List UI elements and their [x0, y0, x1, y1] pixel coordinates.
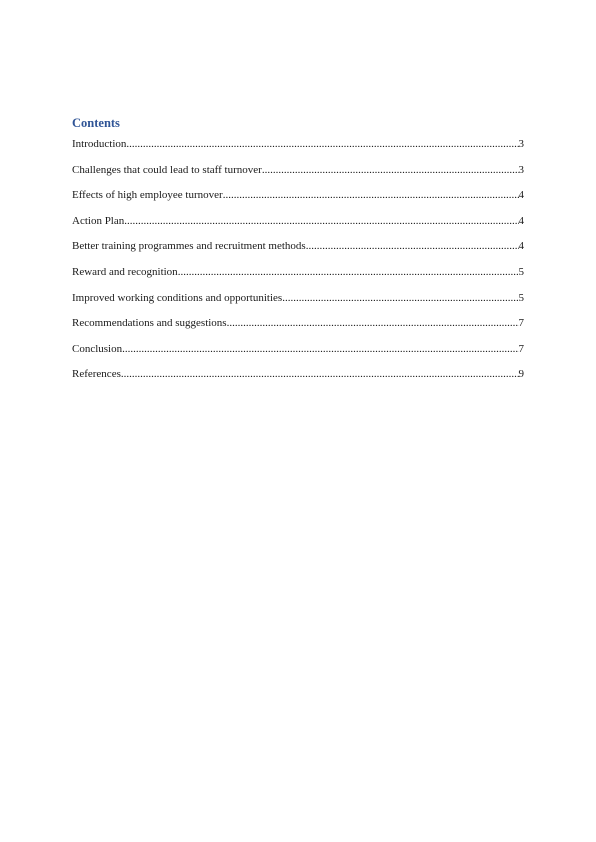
table-of-contents: [72, 137, 524, 393]
toc-entry-action-plan[interactable]: [72, 214, 524, 240]
toc-entry-reward[interactable]: [72, 265, 524, 291]
toc-entry-label: Better training programmes and recruitment methods: [72, 240, 306, 253]
toc-entry-page-number: 7: [518, 342, 524, 355]
toc-entry-label: Challenges that could lead to staff turnover: [72, 163, 262, 176]
toc-entry-page-number: 4: [518, 214, 524, 227]
toc-entry-page-number: 9: [518, 368, 524, 381]
toc-entry-page-number: 4: [518, 240, 524, 253]
toc-entry-page-number: 5: [518, 265, 524, 278]
toc-entry-page-number: 3: [518, 138, 524, 150]
toc-entry-label: Improved working conditions and opportunities: [72, 291, 283, 304]
dot-leader: [122, 342, 518, 356]
dot-leader: [124, 214, 518, 228]
toc-entry-label: Reward and recognition: [72, 265, 178, 278]
toc-entry-recommendations[interactable]: [72, 316, 524, 342]
toc-entry-better-training[interactable]: [72, 239, 524, 265]
toc-entry-label: Recommendations and suggestions: [72, 317, 227, 330]
toc-entry-label: Introduction: [72, 138, 127, 150]
toc-entry-challenges[interactable]: [72, 163, 524, 189]
toc-entry-label: References: [72, 368, 121, 381]
dot-leader: [306, 239, 519, 253]
dot-leader: [223, 188, 519, 202]
toc-entry-effects[interactable]: [72, 188, 524, 214]
dot-leader: [262, 163, 519, 177]
dot-leader: [227, 316, 519, 330]
toc-entry-page-number: 7: [518, 317, 524, 330]
dot-leader: [282, 291, 518, 305]
toc-entry-references[interactable]: [72, 367, 524, 393]
dot-leader: [126, 137, 518, 151]
dot-leader: [121, 367, 519, 381]
toc-entry-label: Conclusion: [72, 342, 123, 355]
toc-entry-label: Action Plan: [72, 214, 125, 227]
toc-entry-page-number: 5: [518, 291, 524, 304]
toc-entry-label: Effects of high employee turnover: [72, 189, 223, 202]
toc-entry-introduction[interactable]: [72, 137, 524, 163]
toc-entry-page-number: 4: [518, 189, 524, 202]
toc-entry-conclusion[interactable]: [72, 342, 524, 368]
toc-entry-working-conditions[interactable]: [72, 291, 524, 317]
toc-heading: Contents: [72, 116, 120, 130]
dot-leader: [178, 265, 519, 279]
toc-entry-page-number: 3: [518, 163, 524, 176]
